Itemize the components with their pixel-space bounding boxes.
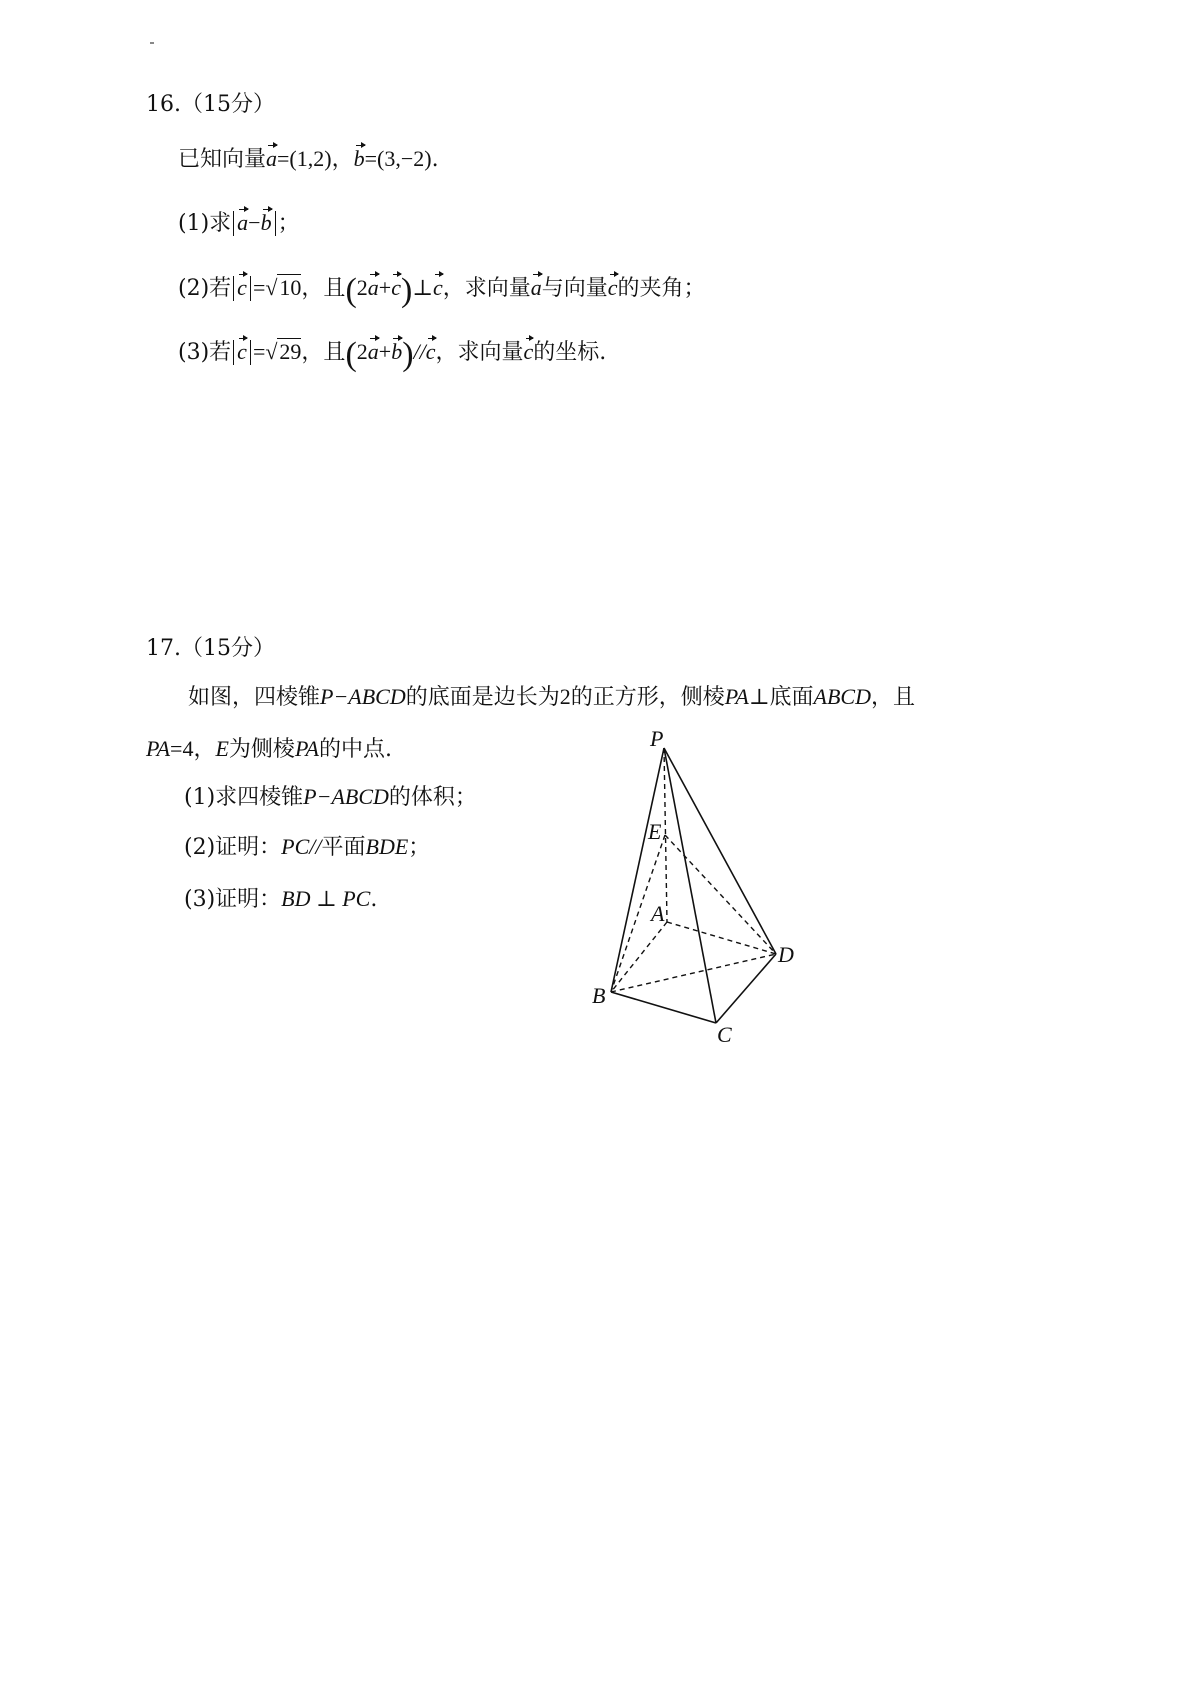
label-a: A xyxy=(651,901,665,926)
plane-bde: BDE xyxy=(365,834,409,859)
coef-2: 2 xyxy=(356,275,368,300)
side-length: 2 xyxy=(559,684,571,709)
q16-part2-label: (2)若 xyxy=(178,276,232,301)
pyramid-name: P−ABCD xyxy=(303,784,389,809)
q17-intro-text: 如图，四棱锥 xyxy=(188,685,321,710)
left-paren: ( xyxy=(345,336,357,373)
pa-length: =4， xyxy=(170,736,216,761)
q17-part1-tail: 的体积； xyxy=(388,785,477,810)
vector-c: c xyxy=(432,275,443,300)
q17-intro-text: 为侧棱 xyxy=(228,737,295,762)
label-b: B xyxy=(592,983,606,1008)
perp-sign: ⊥ xyxy=(412,275,433,300)
equals-sqrt: =√ xyxy=(252,339,278,364)
edge-pa: PA xyxy=(724,684,749,709)
q17-intro-text: ，且 xyxy=(870,685,915,710)
edge-c-d xyxy=(716,954,776,1023)
minus-sign: − xyxy=(248,210,261,235)
q17-part3-end: . xyxy=(370,887,378,912)
plane-text: 平面 xyxy=(321,835,366,860)
q16-header-text: 16.（15分） xyxy=(146,92,275,117)
vector-c: c xyxy=(391,275,401,300)
pyramid-name: P−ABCD xyxy=(320,684,406,709)
vector-b: b xyxy=(391,339,403,364)
q16-part2-tail-2: 与向量 xyxy=(541,276,608,301)
and-text: ，且 xyxy=(301,276,346,301)
label-p: P xyxy=(650,726,664,751)
edge-p-b xyxy=(611,748,664,992)
q16-part3-tail-2: 的坐标. xyxy=(533,340,607,365)
plus-sign: + xyxy=(378,275,392,300)
equals-sqrt: =√ xyxy=(252,275,278,300)
solid-edges xyxy=(611,748,776,1023)
vector-a-value: =(1,2) xyxy=(277,146,332,171)
q16-part2-tail-3: 的夹角； xyxy=(617,276,706,301)
q17-part3-label: (3)证明： xyxy=(184,887,282,912)
q16-part2-tail-1: ，求向量 xyxy=(442,276,531,301)
radicand-10: 10 xyxy=(279,275,302,300)
q16-separator: ， xyxy=(331,147,354,172)
edge-a-d xyxy=(667,922,776,954)
vector-a: a xyxy=(367,339,379,364)
edge-b-c xyxy=(611,992,716,1023)
hidden-edges xyxy=(611,748,776,992)
vector-a: a xyxy=(367,275,379,300)
vector-b: b xyxy=(353,146,365,171)
q17-part2-end: ； xyxy=(408,835,431,860)
vector-a: a xyxy=(237,210,249,235)
q16-part3-label: (3)若 xyxy=(178,340,232,365)
q17-part2-label: (2)证明： xyxy=(184,835,282,860)
point-e: E xyxy=(215,736,229,761)
base-abcd: ABCD xyxy=(813,684,871,709)
q16-part3-tail-1: ，求向量 xyxy=(435,340,524,365)
parallel-sign: // xyxy=(413,339,426,364)
vector-b: b xyxy=(260,210,272,235)
right-paren: ) xyxy=(402,336,414,373)
q17-intro-text: ⊥底面 xyxy=(748,685,814,710)
vector-b-value: =(3,−2) xyxy=(364,146,432,171)
edge-p-c xyxy=(664,748,716,1023)
pc-parallel: PC// xyxy=(281,834,322,859)
label-d: D xyxy=(778,942,794,967)
q16-intro-end: . xyxy=(431,147,439,172)
radicand-29: 29 xyxy=(279,339,302,364)
coef-2: 2 xyxy=(356,339,368,364)
label-c: C xyxy=(717,1022,732,1047)
left-paren: ( xyxy=(345,272,357,309)
vector-a: a xyxy=(530,275,542,300)
vector-c: c xyxy=(237,275,247,300)
and-text: ，且 xyxy=(301,340,346,365)
q17-intro-text: 的底面是边长为 xyxy=(405,685,560,710)
label-e: E xyxy=(648,819,662,844)
vector-c: c xyxy=(523,339,534,364)
q17-part1-label: (1)求四棱锥 xyxy=(184,785,304,810)
q16-intro-prefix: 已知向量 xyxy=(178,147,267,172)
vector-c: c xyxy=(607,275,618,300)
edge-b-d xyxy=(611,954,776,992)
q17-header-text: 17.（15分） xyxy=(146,636,275,661)
edge-pa: PA xyxy=(146,736,171,761)
plus-sign: + xyxy=(378,339,392,364)
edge-pa: PA xyxy=(294,736,319,761)
vector-c: c xyxy=(237,339,247,364)
vector-c: c xyxy=(425,339,436,364)
vector-a: a xyxy=(266,146,278,171)
bd-perp-pc: BD ⊥ PC xyxy=(281,886,371,911)
right-paren: ) xyxy=(400,272,413,309)
q16-part1-end: ； xyxy=(277,211,300,236)
q17-intro-text: 的中点. xyxy=(318,737,392,762)
q16-part1-label: (1)求 xyxy=(178,211,232,236)
q17-intro-text: 的正方形，侧棱 xyxy=(570,685,725,710)
